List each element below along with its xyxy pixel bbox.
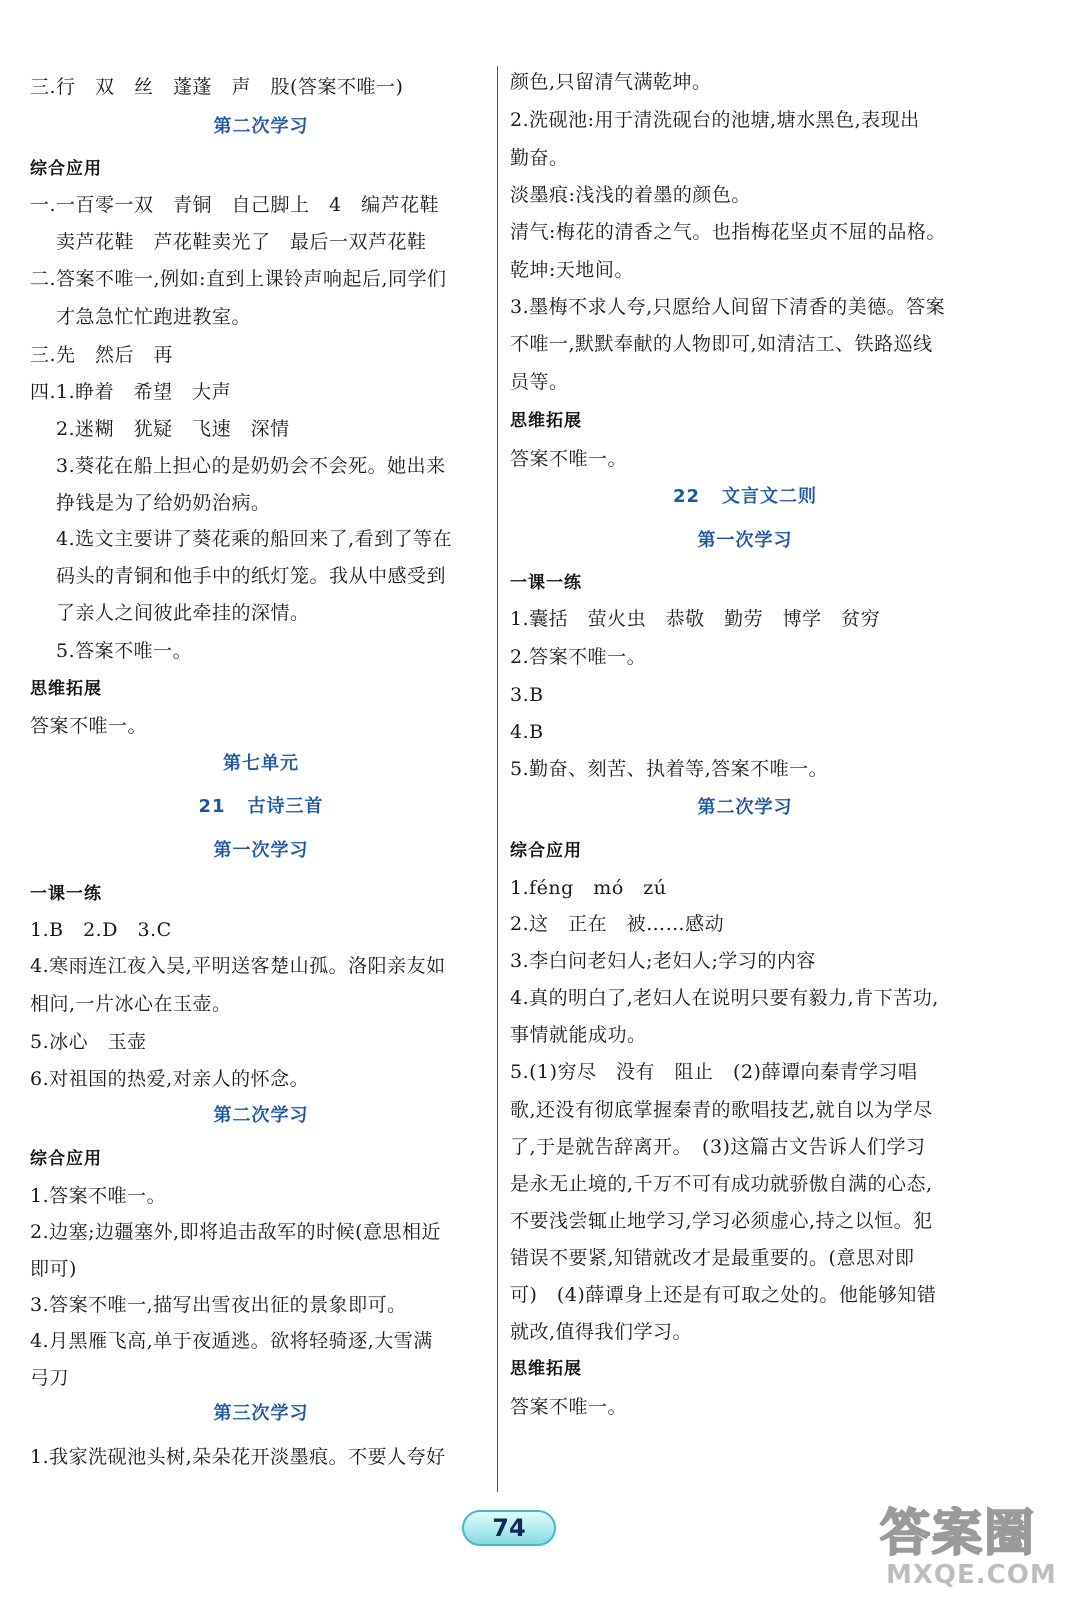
answer-line: 5.答案不唯一。 xyxy=(56,640,193,662)
answer-line: 答案不唯一。 xyxy=(30,715,148,737)
unit-heading: 第七单元 xyxy=(223,753,299,774)
answer-line: 不唯一,默默奉献的人物即可,如清洁工、铁路巡线 xyxy=(510,333,933,355)
answer-line: 勤奋。 xyxy=(510,147,569,169)
answer-line: 3.墨梅不求人夸,只愿给人间留下清香的美德。答案 xyxy=(510,296,946,318)
lesson-title: 文言文二则 xyxy=(722,486,818,507)
answer-line: 四.1.睁着 希望 大声 xyxy=(30,381,232,403)
answer-line: 可) (4)薛谭身上还是有可取之处的。他能够知错 xyxy=(510,1284,937,1306)
watermark-url: MXQE.COM xyxy=(886,1560,1057,1590)
answer-line: 三.先 然后 再 xyxy=(30,344,174,366)
answer-line: 6.对祖国的热爱,对亲人的怀念。 xyxy=(30,1068,310,1090)
section-heading: 第一次学习 xyxy=(697,530,793,551)
answer-line: 不要浅尝辄止地学习,学习必须虚心,持之以恒。犯 xyxy=(510,1210,933,1232)
answer-line: 4.选文主要讲了葵花乘的船回来了,看到了等在 xyxy=(56,528,453,550)
answer-line: 清气:梅花的清香之气。也指梅花坚贞不屈的品格。 xyxy=(510,221,946,243)
answer-line: 颜色,只留清气满乾坤。 xyxy=(510,71,712,93)
answer-line: 是永无止境的,千万不可有成功就骄傲自满的心态, xyxy=(510,1173,933,1195)
watermark xyxy=(880,1504,1070,1594)
subsection-heading: 思维拓展 xyxy=(30,679,102,699)
answer-line: 5.冰心 玉壶 xyxy=(30,1031,147,1053)
answer-line: 2.答案不唯一。 xyxy=(510,646,647,668)
lesson-title: 古诗三首 xyxy=(247,796,324,817)
answer-line: 员等。 xyxy=(510,371,569,393)
section-heading: 第一次学习 xyxy=(213,840,309,861)
answer-line: 一.一百零一双 青铜 自己脚上 4 编芦花鞋 xyxy=(30,194,440,216)
answer-line: 4.真的明白了,老妇人在说明只要有毅力,肯下苦功, xyxy=(510,987,939,1009)
watermark-logo: 答案圈 xyxy=(880,1504,1036,1562)
answer-line: 5.勤奋、刻苦、执着等,答案不唯一。 xyxy=(510,758,829,780)
subsection-heading: 思维拓展 xyxy=(510,411,582,431)
answer-line: 淡墨痕:浅浅的着墨的颜色。 xyxy=(510,184,751,206)
lesson-heading xyxy=(30,798,492,816)
subsection-heading: 综合应用 xyxy=(510,841,582,861)
answer-line: 答案不唯一。 xyxy=(510,1396,628,1418)
answer-line: 4.月黑雁飞高,单于夜遁逃。欲将轻骑逐,大雪满 xyxy=(30,1330,433,1352)
subsection-heading: 综合应用 xyxy=(30,159,102,179)
answer-line: 三.行 双 丝 蓬蓬 声 股(答案不唯一) xyxy=(30,76,404,98)
answer-line: 2.边塞;边疆塞外,即将追击敌军的时候(意思相近 xyxy=(30,1221,441,1243)
subsection-heading: 综合应用 xyxy=(30,1149,102,1169)
answer-line: 3.葵花在船上担心的是奶奶会不会死。她出来 xyxy=(56,455,446,477)
section-heading: 第二次学习 xyxy=(213,116,309,137)
answer-line: 4.B xyxy=(510,721,544,743)
answer-line: 1.囊括 萤火虫 恭敬 勤劳 博学 贫穷 xyxy=(510,608,881,630)
answer-line: 5.(1)穷尽 没有 阻止 (2)薛谭向秦青学习唱 xyxy=(510,1061,918,1083)
answer-line: 4.寒雨连江夜入吴,平明送客楚山孤。洛阳亲友如 xyxy=(30,955,446,977)
page-number-badge xyxy=(462,1510,556,1546)
lesson-number: 22 xyxy=(672,486,701,507)
subsection-heading: 一课一练 xyxy=(30,884,102,904)
answer-line: 相问,一片冰心在玉壶。 xyxy=(30,993,232,1015)
answer-line: 3.李白问老妇人;老妇人;学习的内容 xyxy=(510,950,816,972)
answer-line: 事情就能成功。 xyxy=(510,1024,647,1046)
answer-line: 弓刀 xyxy=(30,1367,70,1389)
answer-line: 2.洗砚池:用于清洗砚台的池塘,塘水黑色,表现出 xyxy=(510,109,920,131)
answer-line: 乾坤:天地间。 xyxy=(510,259,634,281)
column-divider xyxy=(497,66,498,1492)
answer-line: 1.答案不唯一。 xyxy=(30,1185,167,1207)
answer-line: 答案不唯一。 xyxy=(510,448,628,470)
page-number: 74 xyxy=(492,1514,526,1542)
answer-line: 卖芦花鞋 芦花鞋卖光了 最后一双芦花鞋 xyxy=(56,231,427,253)
answer-line: 了亲人之间彼此牵挂的深情。 xyxy=(56,602,310,624)
answer-line: 歌,还没有彻底掌握秦青的歌唱技艺,就自以为学尽 xyxy=(510,1099,933,1121)
section-heading: 第二次学习 xyxy=(697,797,793,818)
section-heading: 第三次学习 xyxy=(213,1403,309,1424)
answer-line: 才急急忙忙跑进教室。 xyxy=(56,306,252,328)
answer-line: 2.这 正在 被……感动 xyxy=(510,913,725,935)
answer-line: 3.B xyxy=(510,684,544,706)
answer-line: 就改,值得我们学习。 xyxy=(510,1321,693,1343)
section-heading: 第二次学习 xyxy=(213,1105,309,1126)
answer-line: 3.答案不唯一,描写出雪夜出征的景象即可。 xyxy=(30,1294,407,1316)
answer-line: 码头的青铜和他手中的纸灯笼。我从中感受到 xyxy=(56,565,447,587)
subsection-heading: 一课一练 xyxy=(510,573,582,593)
answer-line: 即可) xyxy=(30,1258,77,1280)
answer-line: 挣钱是为了给奶奶治病。 xyxy=(56,492,271,514)
answer-line: 1.féng mó zú xyxy=(510,877,667,899)
subsection-heading: 思维拓展 xyxy=(510,1359,582,1379)
answer-line: 2.迷糊 犹疑 飞速 深情 xyxy=(56,418,290,440)
answer-line: 二.答案不唯一,例如:直到上课铃声响起后,同学们 xyxy=(30,268,447,290)
answer-line: 1.我家洗砚池头树,朵朵花开淡墨痕。不要人夸好 xyxy=(30,1446,446,1468)
lesson-heading xyxy=(510,488,980,506)
answer-line: 1.B 2.D 3.C xyxy=(30,919,172,941)
lesson-number: 21 xyxy=(198,796,226,817)
answer-line: 错误不要紧,知错就改才是最重要的。(意思对即 xyxy=(510,1247,915,1269)
answer-line: 了,于是就告辞离开。 (3)这篇古文告诉人们学习 xyxy=(510,1136,926,1158)
